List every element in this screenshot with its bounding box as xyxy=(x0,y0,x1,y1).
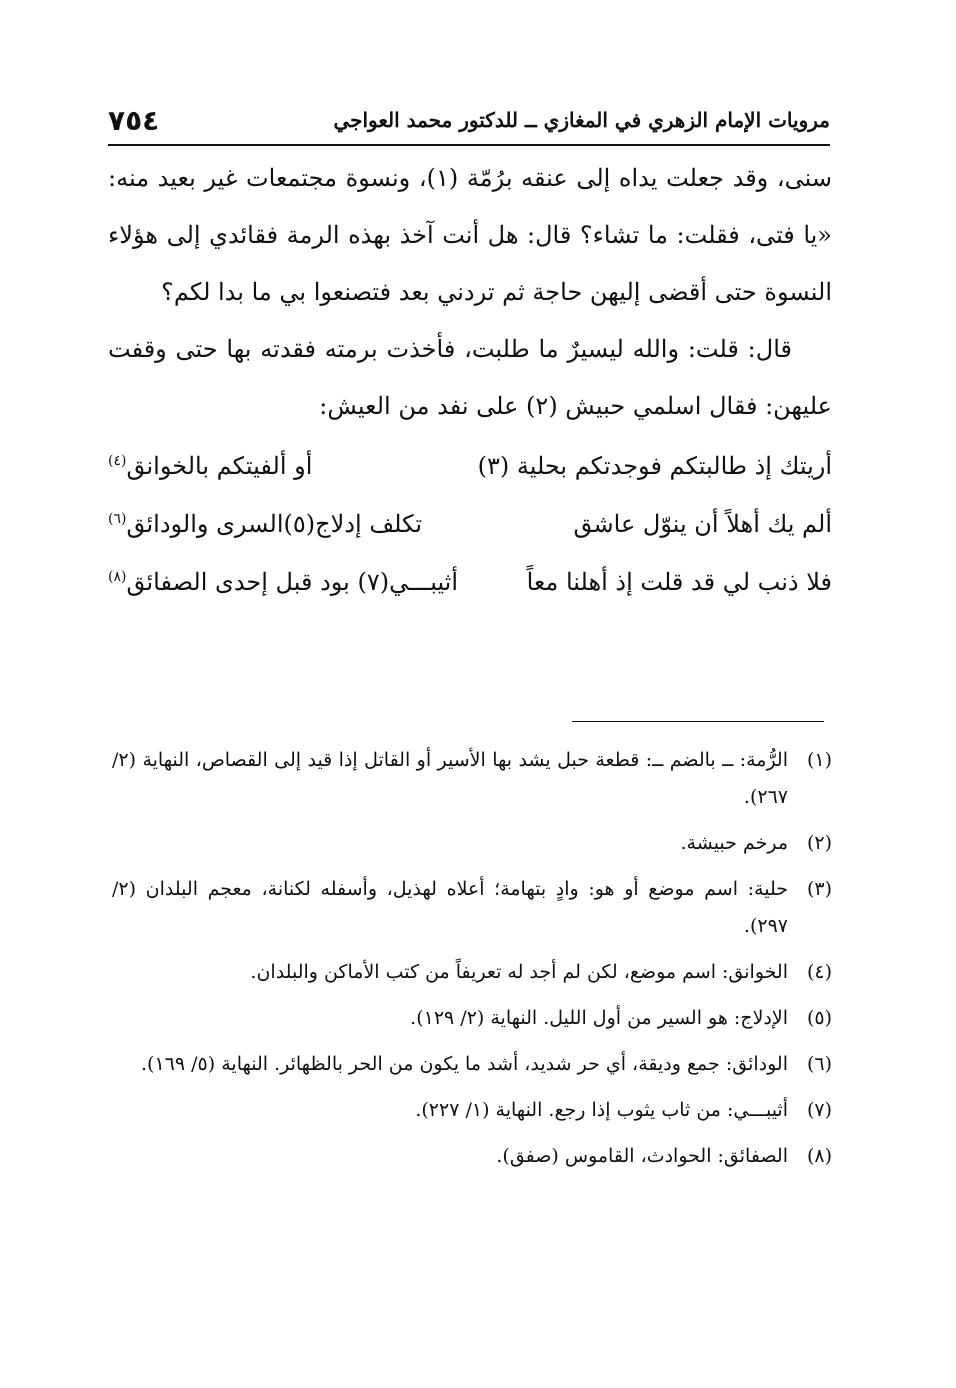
verse-first-hemistich: ألم يك أهلاً أن ينوّل عاشق xyxy=(573,509,832,538)
footnote-text: الرُّمة: ــ بالضم ــ: قطعة حبل يشد بها الأسير أو القاتل إذا قيد إلى القصاص، النهاية (٢/ ٢٦٧). xyxy=(112,749,788,808)
footnote xyxy=(112,1000,832,1037)
footnote xyxy=(112,954,832,991)
footnote-number: (٧) xyxy=(806,1099,832,1121)
verse-second-hemistich: أثيبـــي(٧) بود قبل إحدى الصفائق$^{(٨)}$ xyxy=(108,567,459,596)
footnote xyxy=(112,1138,832,1175)
footnote-text: الودائق: جمع وديقة، أي حر شديد، أشد ما يكون من الحر بالظهائر. النهاية (٥/ ١٦٩). xyxy=(141,1053,788,1075)
paragraph: قال: قلت: والله ليسيرٌ ما طلبت، فأخذت برمته فقدته بها حتى وقفت عليهن: فقال اسلمي حبيش (٢) على نفد من العيش: xyxy=(108,335,832,420)
footnotes xyxy=(112,742,832,1184)
verse-second-hemistich: أو ألفيتكم بالخوانق$^{(٤)}$ xyxy=(108,451,313,480)
verse xyxy=(108,495,832,553)
verse xyxy=(108,553,832,611)
footnote xyxy=(112,1092,832,1129)
paragraph: سنى، وقد جعلت يداه إلى عنقه برُمّة (١)، ونسوة مجتمعات غير بعيد منه: «يا فتى، فقلت: ما تشاء؟ قال: هل أنت آخذ بهذه الرمة فقائدي إلى هؤلاء النسوة حتى أقضى إليهن حاجة ثم تردني بعد فتصنعوا بي ما بدا لكم؟ xyxy=(108,164,832,306)
main-text xyxy=(108,150,832,611)
footnote-separator xyxy=(572,721,824,722)
footnote xyxy=(112,871,832,945)
footnote-number: (٦) xyxy=(806,1053,832,1075)
page-header xyxy=(108,104,830,146)
page-number: ٧٥٤ xyxy=(108,104,160,137)
verse xyxy=(108,437,832,495)
footnote xyxy=(112,742,832,816)
verse-second-hemistich: تكلف إدلاج(٥)السرى والودائق$^{(٦)}$ xyxy=(108,509,423,538)
footnote-number: (٢) xyxy=(806,832,832,854)
footnote-text: الخوانق: اسم موضع، لكن لم أجد له تعريفاً من كتب الأماكن والبلدان. xyxy=(250,961,788,983)
verse-first-hemistich: فلا ذنب لي قد قلت إذ أهلنا معاً xyxy=(526,567,832,596)
footnote-number: (٣) xyxy=(806,878,832,900)
footnote-text: مرخم حبيشة. xyxy=(680,832,788,854)
footnote xyxy=(112,825,832,862)
footnote-text: الصفائق: الحوادث، القاموس (صفق). xyxy=(496,1145,788,1167)
footnote-number: (١) xyxy=(806,749,832,771)
footnote-number: (٨) xyxy=(806,1145,832,1167)
footnote-number: (٤) xyxy=(806,961,832,983)
footnote-number: (٥) xyxy=(806,1007,832,1029)
footnote-text: الإدلاج: هو السير من أول الليل. النهاية (٢/ ١٢٩). xyxy=(410,1007,788,1029)
verse-first-hemistich: أريتك إذ طالبتكم فوجدتكم بحلية (٣) xyxy=(477,451,832,480)
poem xyxy=(108,437,832,611)
footnote-text: أثيبـــي: من ثاب يثوب إذا رجع. النهاية (١/ ٢٢٧). xyxy=(415,1099,788,1121)
footnote-text: حلية: اسم موضع أو هو: وادٍ بتهامة؛ أعلاه لهذيل، وأسفله لكنانة، معجم البلدان (٢/ ٢٩٧). xyxy=(112,878,788,937)
running-title: مرويات الإمام الزهري في المغازي ــ للدكتور محمد العواجي xyxy=(333,108,830,132)
footnote xyxy=(112,1046,832,1083)
